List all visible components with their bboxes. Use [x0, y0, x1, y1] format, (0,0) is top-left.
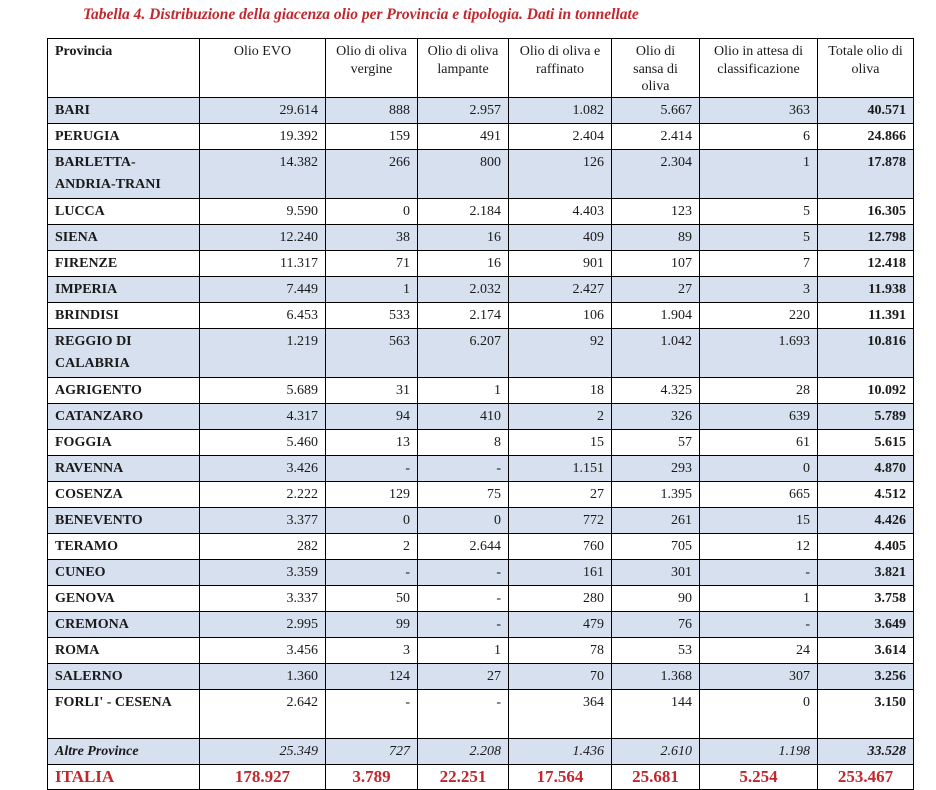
raffinato-cell: 4.403: [509, 199, 612, 225]
table-row: [48, 612, 914, 638]
total-cell: 40.571: [818, 98, 914, 124]
vergine-cell: 159: [326, 124, 418, 150]
table-row: [48, 303, 914, 329]
attesa-cell: 220: [700, 303, 818, 329]
column-header-totale: Totale olio di oliva: [818, 39, 914, 98]
sansa-cell: 293: [612, 456, 700, 482]
vergine-cell: 727: [326, 739, 418, 765]
lampante-cell: 410: [418, 404, 509, 430]
vergine-cell: 2: [326, 534, 418, 560]
evo-cell: 178.927: [200, 765, 326, 790]
evo-cell: 11.317: [200, 251, 326, 277]
attesa-cell: 12: [700, 534, 818, 560]
sansa-cell: 90: [612, 586, 700, 612]
vergine-cell: 3.789: [326, 765, 418, 790]
table-caption: Tabella 4. Distribuzione della giacenza olio per Provincia e tipologia. Dati in tonnellate: [83, 6, 639, 23]
lampante-cell: 16: [418, 225, 509, 251]
raffinato-cell: 126: [509, 150, 612, 199]
total-cell: 17.878: [818, 150, 914, 199]
evo-cell: 6.453: [200, 303, 326, 329]
attesa-cell: 3: [700, 277, 818, 303]
lampante-cell: 0: [418, 508, 509, 534]
total-cell: 4.405: [818, 534, 914, 560]
evo-cell: 3.456: [200, 638, 326, 664]
table-row: [48, 456, 914, 482]
total-cell: 3.758: [818, 586, 914, 612]
evo-cell: 9.590: [200, 199, 326, 225]
evo-cell: 2.642: [200, 690, 326, 739]
total-cell: 10.092: [818, 378, 914, 404]
table-row: [48, 482, 914, 508]
evo-cell: 1.219: [200, 329, 326, 378]
lampante-cell: 8: [418, 430, 509, 456]
attesa-cell: 28: [700, 378, 818, 404]
province-cell: CATANZARO: [48, 404, 200, 430]
sansa-cell: 2.304: [612, 150, 700, 199]
attesa-cell: 7: [700, 251, 818, 277]
total-cell: 3.649: [818, 612, 914, 638]
sansa-cell: 25.681: [612, 765, 700, 790]
raffinato-cell: 901: [509, 251, 612, 277]
attesa-cell: 15: [700, 508, 818, 534]
sansa-cell: 5.667: [612, 98, 700, 124]
attesa-cell: 307: [700, 664, 818, 690]
data-table-container: [47, 38, 913, 790]
attesa-cell: 24: [700, 638, 818, 664]
attesa-cell: -: [700, 560, 818, 586]
lampante-cell: 2.032: [418, 277, 509, 303]
attesa-cell: 0: [700, 690, 818, 739]
raffinato-cell: 479: [509, 612, 612, 638]
raffinato-cell: 772: [509, 508, 612, 534]
table-row: [48, 199, 914, 225]
raffinato-cell: 409: [509, 225, 612, 251]
total-cell: 16.305: [818, 199, 914, 225]
evo-cell: 282: [200, 534, 326, 560]
lampante-cell: 1: [418, 378, 509, 404]
total-cell: 4.426: [818, 508, 914, 534]
province-cell: PERUGIA: [48, 124, 200, 150]
attesa-cell: 5: [700, 225, 818, 251]
attesa-cell: 1.693: [700, 329, 818, 378]
table-row: [48, 664, 914, 690]
lampante-cell: 2.208: [418, 739, 509, 765]
sansa-cell: 301: [612, 560, 700, 586]
lampante-cell: 16: [418, 251, 509, 277]
province-cell: SALERNO: [48, 664, 200, 690]
vergine-cell: -: [326, 456, 418, 482]
province-cell: SIENA: [48, 225, 200, 251]
attesa-cell: 363: [700, 98, 818, 124]
raffinato-cell: 364: [509, 690, 612, 739]
table-row: [48, 225, 914, 251]
sansa-cell: 2.414: [612, 124, 700, 150]
total-cell: 253.467: [818, 765, 914, 790]
attesa-cell: -: [700, 612, 818, 638]
evo-cell: 3.359: [200, 560, 326, 586]
altre-province-row: [48, 739, 914, 765]
vergine-cell: -: [326, 690, 418, 739]
lampante-cell: -: [418, 586, 509, 612]
total-cell: 33.528: [818, 739, 914, 765]
raffinato-cell: 280: [509, 586, 612, 612]
total-cell: 10.816: [818, 329, 914, 378]
lampante-cell: 491: [418, 124, 509, 150]
vergine-cell: 533: [326, 303, 418, 329]
province-cell: CREMONA: [48, 612, 200, 638]
evo-cell: 5.689: [200, 378, 326, 404]
vergine-cell: 563: [326, 329, 418, 378]
province-cell: LUCCA: [48, 199, 200, 225]
total-cell: 24.866: [818, 124, 914, 150]
evo-cell: 2.995: [200, 612, 326, 638]
total-cell: 12.798: [818, 225, 914, 251]
lampante-cell: 75: [418, 482, 509, 508]
lampante-cell: 22.251: [418, 765, 509, 790]
sansa-cell: 326: [612, 404, 700, 430]
total-cell: 11.938: [818, 277, 914, 303]
lampante-cell: 800: [418, 150, 509, 199]
lampante-cell: 2.184: [418, 199, 509, 225]
vergine-cell: 266: [326, 150, 418, 199]
attesa-cell: 0: [700, 456, 818, 482]
province-cell: AGRIGENTO: [48, 378, 200, 404]
raffinato-cell: 2: [509, 404, 612, 430]
evo-cell: 4.317: [200, 404, 326, 430]
italia-total-row: [48, 765, 914, 790]
column-header-lampante: Olio di oliva lampante: [418, 39, 509, 98]
evo-cell: 19.392: [200, 124, 326, 150]
total-cell: 11.391: [818, 303, 914, 329]
raffinato-cell: 106: [509, 303, 612, 329]
column-header-provincia: Provincia: [48, 39, 200, 98]
province-cell: FOGGIA: [48, 430, 200, 456]
attesa-cell: 6: [700, 124, 818, 150]
province-cell: Altre Province: [48, 739, 200, 765]
sansa-cell: 1.042: [612, 329, 700, 378]
attesa-cell: 5: [700, 199, 818, 225]
lampante-cell: 27: [418, 664, 509, 690]
column-header-olio-evo: Olio EVO: [200, 39, 326, 98]
province-cell: BARI: [48, 98, 200, 124]
table-row: [48, 690, 914, 739]
total-cell: 4.512: [818, 482, 914, 508]
table-row: [48, 98, 914, 124]
vergine-cell: 13: [326, 430, 418, 456]
total-cell: 12.418: [818, 251, 914, 277]
column-header-sansa: Olio di sansa di oliva: [612, 39, 700, 98]
sansa-cell: 53: [612, 638, 700, 664]
table-row: [48, 404, 914, 430]
lampante-cell: -: [418, 560, 509, 586]
lampante-cell: 2.957: [418, 98, 509, 124]
table-row: [48, 430, 914, 456]
table-row: [48, 638, 914, 664]
total-cell: 3.821: [818, 560, 914, 586]
vergine-cell: 1: [326, 277, 418, 303]
evo-cell: 12.240: [200, 225, 326, 251]
evo-cell: 1.360: [200, 664, 326, 690]
table-row: [48, 508, 914, 534]
raffinato-cell: 1.151: [509, 456, 612, 482]
evo-cell: 29.614: [200, 98, 326, 124]
sansa-cell: 107: [612, 251, 700, 277]
sansa-cell: 144: [612, 690, 700, 739]
table-row: [48, 124, 914, 150]
table-row: [48, 329, 914, 378]
province-cell: COSENZA: [48, 482, 200, 508]
attesa-cell: 665: [700, 482, 818, 508]
evo-cell: 2.222: [200, 482, 326, 508]
raffinato-cell: 2.404: [509, 124, 612, 150]
table-row: [48, 378, 914, 404]
attesa-cell: 1: [700, 586, 818, 612]
lampante-cell: 6.207: [418, 329, 509, 378]
table-row: [48, 560, 914, 586]
vergine-cell: 3: [326, 638, 418, 664]
vergine-cell: 0: [326, 199, 418, 225]
lampante-cell: -: [418, 612, 509, 638]
raffinato-cell: 70: [509, 664, 612, 690]
column-header-attesa: Olio in attesa di classificazione: [700, 39, 818, 98]
vergine-cell: 94: [326, 404, 418, 430]
lampante-cell: 2.174: [418, 303, 509, 329]
evo-cell: 25.349: [200, 739, 326, 765]
sansa-cell: 27: [612, 277, 700, 303]
raffinato-cell: 92: [509, 329, 612, 378]
sansa-cell: 57: [612, 430, 700, 456]
column-header-raffinato: Olio di oliva e raffinato: [509, 39, 612, 98]
sansa-cell: 261: [612, 508, 700, 534]
sansa-cell: 705: [612, 534, 700, 560]
sansa-cell: 123: [612, 199, 700, 225]
province-cell: TERAMO: [48, 534, 200, 560]
province-cell: IMPERIA: [48, 277, 200, 303]
total-cell: 5.789: [818, 404, 914, 430]
raffinato-cell: 760: [509, 534, 612, 560]
vergine-cell: 888: [326, 98, 418, 124]
province-cell: BARLETTA-ANDRIA-TRANI: [48, 150, 200, 199]
total-cell: 5.615: [818, 430, 914, 456]
province-cell: REGGIO DI CALABRIA: [48, 329, 200, 378]
raffinato-cell: 161: [509, 560, 612, 586]
raffinato-cell: 15: [509, 430, 612, 456]
province-cell: BRINDISI: [48, 303, 200, 329]
raffinato-cell: 17.564: [509, 765, 612, 790]
raffinato-cell: 1.082: [509, 98, 612, 124]
table-row: [48, 534, 914, 560]
header-row: [48, 39, 914, 98]
vergine-cell: 129: [326, 482, 418, 508]
evo-cell: 14.382: [200, 150, 326, 199]
table-row: [48, 150, 914, 199]
sansa-cell: 76: [612, 612, 700, 638]
province-cell: ITALIA: [48, 765, 200, 790]
lampante-cell: 1: [418, 638, 509, 664]
province-cell: BENEVENTO: [48, 508, 200, 534]
attesa-cell: 5.254: [700, 765, 818, 790]
sansa-cell: 1.368: [612, 664, 700, 690]
vergine-cell: 31: [326, 378, 418, 404]
table-row: [48, 277, 914, 303]
vergine-cell: 71: [326, 251, 418, 277]
province-cell: ROMA: [48, 638, 200, 664]
vergine-cell: 0: [326, 508, 418, 534]
data-table: [47, 38, 914, 790]
evo-cell: 5.460: [200, 430, 326, 456]
evo-cell: 3.337: [200, 586, 326, 612]
raffinato-cell: 1.436: [509, 739, 612, 765]
province-cell: FIRENZE: [48, 251, 200, 277]
attesa-cell: 1.198: [700, 739, 818, 765]
vergine-cell: 99: [326, 612, 418, 638]
province-cell: RAVENNA: [48, 456, 200, 482]
sansa-cell: 1.395: [612, 482, 700, 508]
sansa-cell: 2.610: [612, 739, 700, 765]
attesa-cell: 1: [700, 150, 818, 199]
total-cell: 3.150: [818, 690, 914, 739]
raffinato-cell: 27: [509, 482, 612, 508]
raffinato-cell: 2.427: [509, 277, 612, 303]
province-cell: CUNEO: [48, 560, 200, 586]
lampante-cell: 2.644: [418, 534, 509, 560]
vergine-cell: -: [326, 560, 418, 586]
table-row: [48, 251, 914, 277]
raffinato-cell: 18: [509, 378, 612, 404]
vergine-cell: 38: [326, 225, 418, 251]
total-cell: 4.870: [818, 456, 914, 482]
evo-cell: 3.426: [200, 456, 326, 482]
evo-cell: 7.449: [200, 277, 326, 303]
lampante-cell: -: [418, 456, 509, 482]
column-header-vergine: Olio di oliva vergine: [326, 39, 418, 98]
province-cell: GENOVA: [48, 586, 200, 612]
evo-cell: 3.377: [200, 508, 326, 534]
lampante-cell: -: [418, 690, 509, 739]
attesa-cell: 61: [700, 430, 818, 456]
sansa-cell: 1.904: [612, 303, 700, 329]
total-cell: 3.256: [818, 664, 914, 690]
vergine-cell: 50: [326, 586, 418, 612]
total-cell: 3.614: [818, 638, 914, 664]
raffinato-cell: 78: [509, 638, 612, 664]
sansa-cell: 4.325: [612, 378, 700, 404]
attesa-cell: 639: [700, 404, 818, 430]
province-cell: FORLI' - CESENA: [48, 690, 200, 739]
vergine-cell: 124: [326, 664, 418, 690]
sansa-cell: 89: [612, 225, 700, 251]
table-row: [48, 586, 914, 612]
